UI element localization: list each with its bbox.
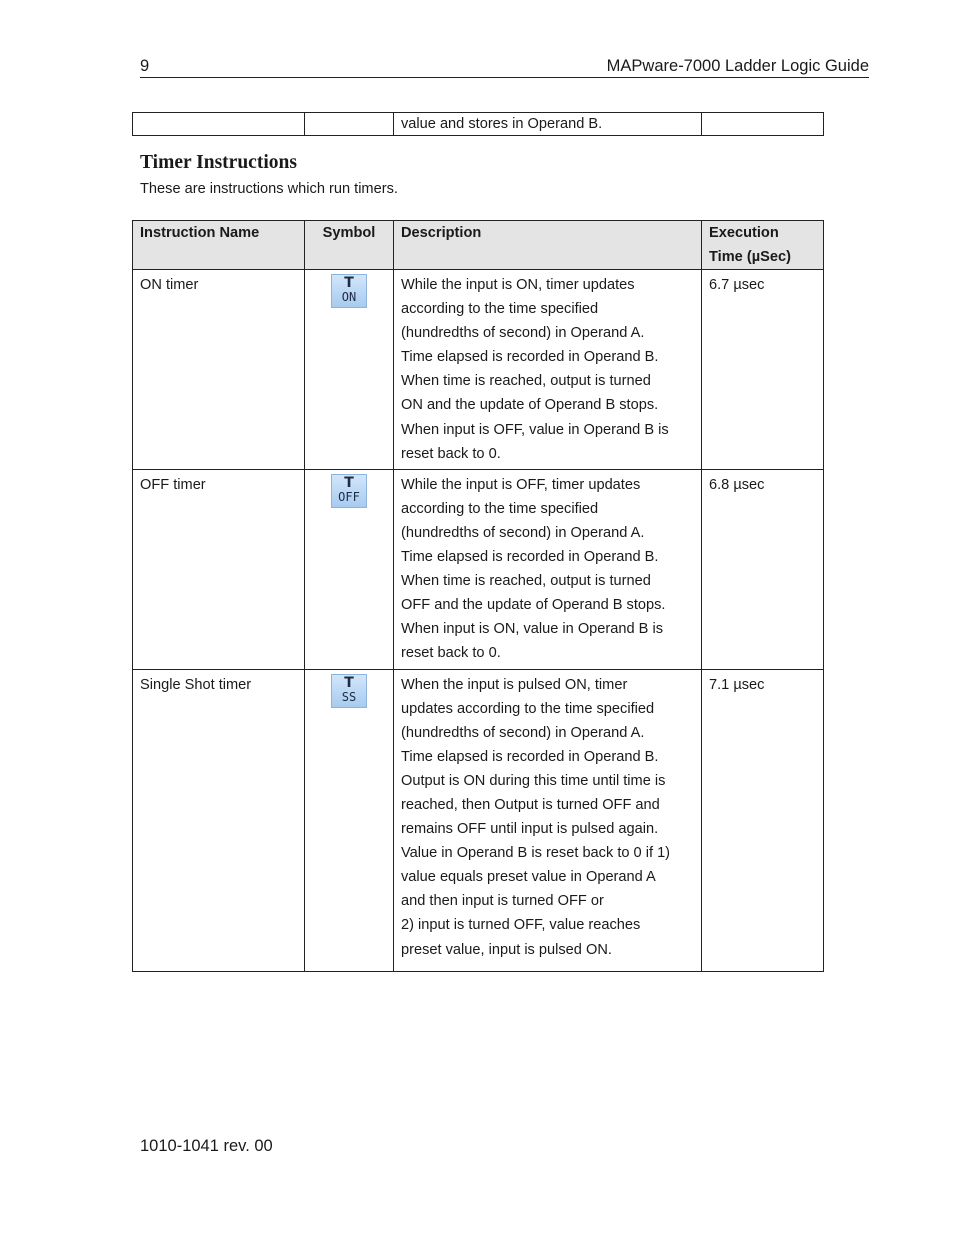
description-line: While the input is OFF, timer updates <box>401 476 641 493</box>
description-line: Time elapsed is recorded in Operand B. <box>401 349 659 366</box>
description-line: according to the time specified <box>401 500 599 517</box>
page-header <box>140 56 869 78</box>
table-row <box>133 669 824 971</box>
description-line: (hundredths of second) in Operand A. <box>401 724 645 741</box>
document-number: 1010-1041 rev. 00 <box>140 1137 273 1155</box>
timer-instructions-table <box>132 220 824 972</box>
symbol-cell <box>305 113 394 136</box>
description-line: preset value, input is pulsed ON. <box>401 941 612 958</box>
description-line: Output is ON during this time until time is <box>401 772 666 789</box>
header-execution-time <box>702 221 824 270</box>
icon-t-glyph: T <box>344 674 354 691</box>
header-exec-line2: Time (µSec) <box>709 249 791 265</box>
name-cell <box>133 113 305 136</box>
description-line: updates according to the time specified <box>401 700 655 717</box>
description-line: remains OFF until input is pulsed again. <box>401 821 659 838</box>
description-line: When input is OFF, value in Operand B is <box>401 421 669 438</box>
exec-time-cell: 6.7 µsec <box>702 270 824 470</box>
description-line: (hundredths of second) in Operand A. <box>401 524 645 541</box>
on-timer-icon <box>331 274 367 308</box>
page-number: 9 <box>140 57 150 75</box>
header-symbol: Symbol <box>305 221 394 270</box>
continued-table <box>132 112 824 136</box>
description-line: value equals preset value in Operand A <box>401 869 656 886</box>
description-cell <box>394 469 702 669</box>
icon-label: ON <box>341 290 357 304</box>
description-line: When time is reached, output is turned <box>401 573 651 590</box>
instruction-name-cell: Single Shot timer <box>133 669 305 971</box>
description-line: When time is reached, output is turned <box>401 373 651 390</box>
off-timer-icon <box>331 474 367 508</box>
description-line: ON and the update of Operand B stops. <box>401 397 659 414</box>
description-line: When input is ON, value in Operand B is <box>401 621 664 638</box>
description-line: Time elapsed is recorded in Operand B. <box>401 748 659 765</box>
description-line: While the input is ON, timer updates <box>401 277 635 293</box>
description-line: according to the time specified <box>401 301 599 318</box>
description-cell <box>394 669 702 971</box>
exec-time-cell <box>702 113 824 136</box>
description-cell <box>394 270 702 470</box>
description-line: OFF and the update of Operand B stops. <box>401 597 666 614</box>
section-title: Timer Instructions <box>140 152 297 173</box>
single-shot-timer-icon <box>331 674 367 708</box>
icon-label: SS <box>341 689 357 704</box>
table-row <box>133 469 824 669</box>
icon-t-glyph: T <box>344 474 354 491</box>
description-line: Value in Operand B is reset back to 0 if 1) <box>401 845 671 862</box>
instruction-name-cell: OFF timer <box>133 469 305 669</box>
table-header-row <box>133 221 824 270</box>
description-line: Time elapsed is recorded in Operand B. <box>401 549 659 566</box>
description-line: 2) input is turned OFF, value reaches <box>401 917 641 934</box>
description-line: When the input is pulsed ON, timer <box>401 676 628 693</box>
table-row <box>133 270 824 470</box>
description-cell: value and stores in Operand B. <box>394 113 702 136</box>
header-exec-line1: Execution <box>709 225 779 241</box>
instruction-name-cell: ON timer <box>133 270 305 470</box>
exec-time-cell: 6.8 µsec <box>702 469 824 669</box>
description-line: (hundredths of second) in Operand A. <box>401 325 645 342</box>
symbol-cell <box>305 669 394 971</box>
table-row <box>133 113 824 136</box>
header-description: Description <box>394 221 702 270</box>
document-title: MAPware-7000 Ladder Logic Guide <box>606 57 869 75</box>
description-line: reached, then Output is turned OFF and <box>401 796 660 813</box>
symbol-cell <box>305 270 394 470</box>
description-line: reset back to 0. <box>401 445 501 462</box>
icon-label: OFF <box>338 489 360 504</box>
header-instruction-name: Instruction Name <box>133 221 305 270</box>
section-intro: These are instructions which run timers. <box>140 181 398 197</box>
description-line: and then input is turned OFF or <box>401 893 604 910</box>
symbol-cell <box>305 469 394 669</box>
exec-time-cell: 7.1 µsec <box>702 669 824 971</box>
description-line: reset back to 0. <box>401 645 501 662</box>
icon-t-glyph: T <box>344 275 354 291</box>
